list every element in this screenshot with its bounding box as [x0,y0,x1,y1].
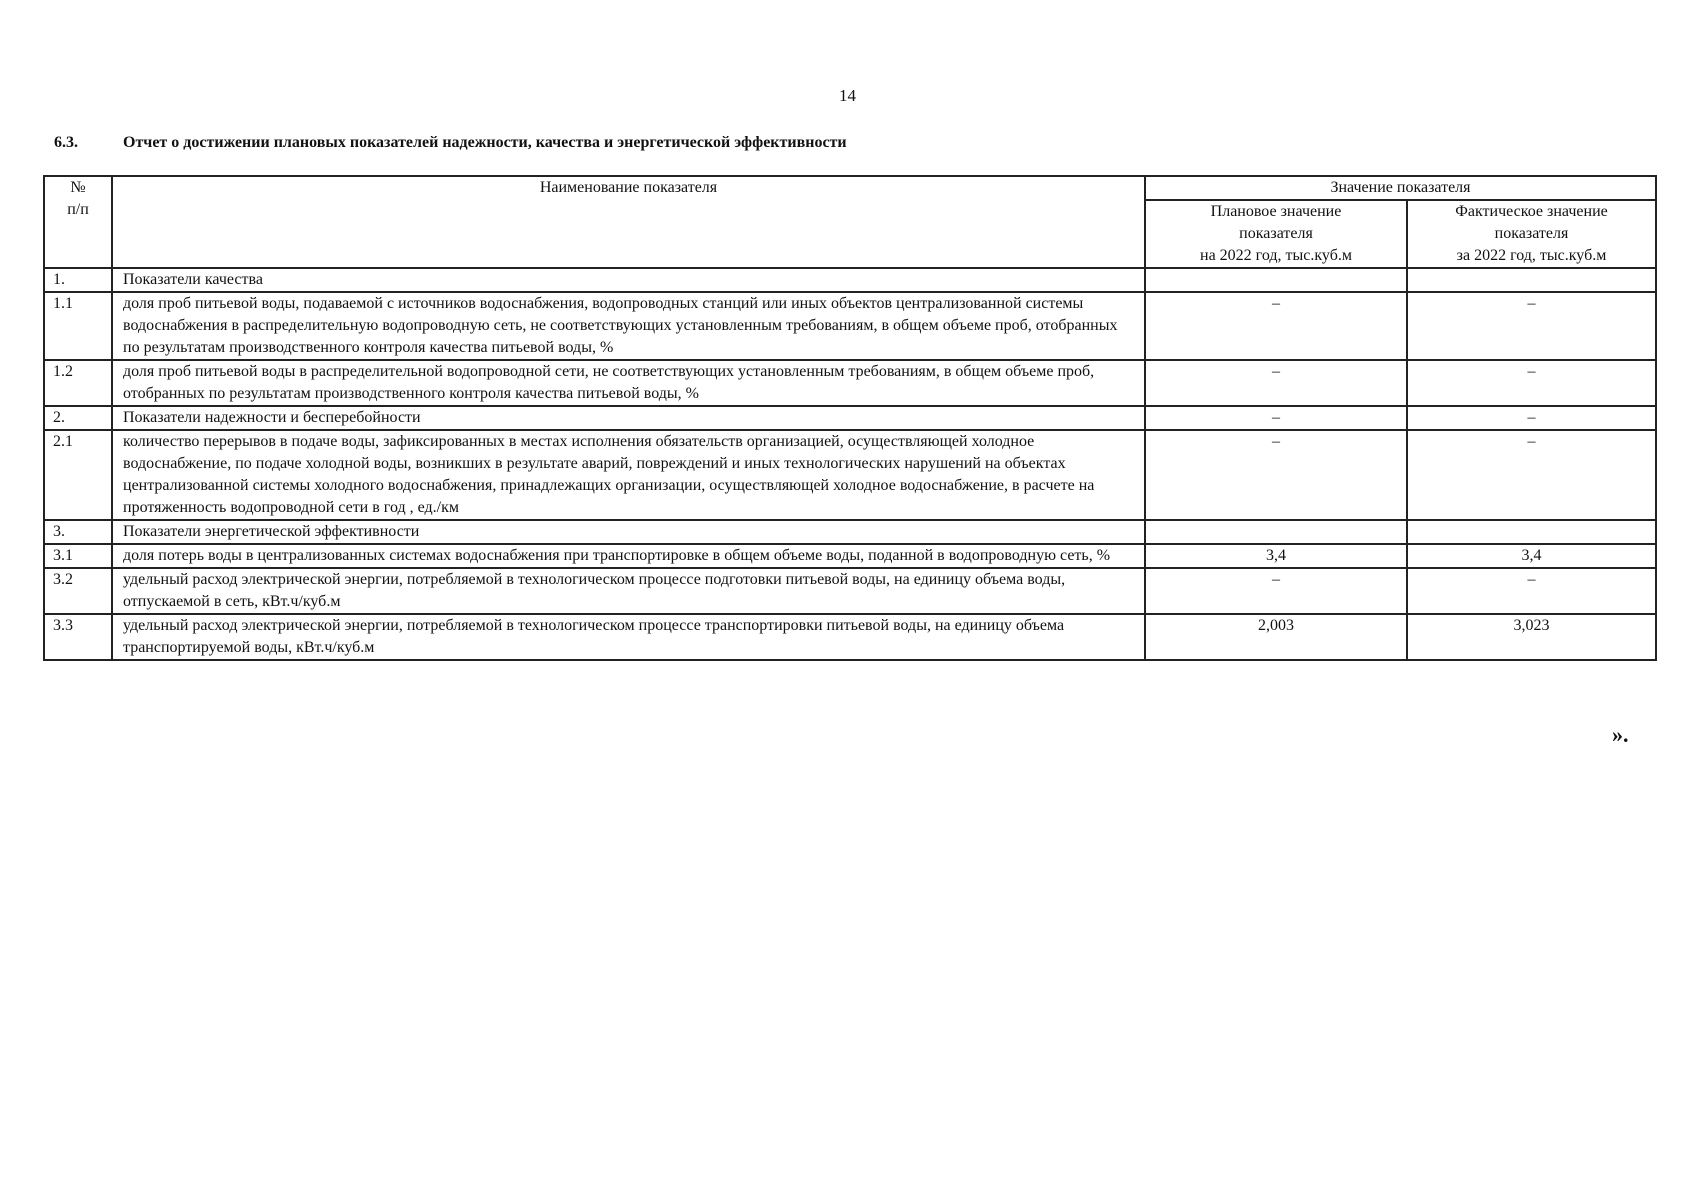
table-row [44,614,1656,660]
row-name: удельный расход электрической энергии, потребляемой в технологическом процессе подготовки питьевой воды, на единицу объема воды, отпускаемой в сеть, кВт.ч/куб.м [112,568,1145,614]
table-row [44,568,1656,614]
row-fact-value: – [1407,568,1656,614]
row-name: доля проб питьевой воды в распределительной водопроводной сети, не соответствующих установленным требованиям, в общем объеме проб, отобранных по результатам производственного контроля качества питьевой воды, % [112,360,1145,406]
row-number: 3.2 [44,568,112,614]
row-plan-value: – [1145,360,1407,406]
header-fact-line: за 2022 год, тыс.куб.м [1456,247,1607,264]
row-plan-value: – [1145,292,1407,360]
row-number: 1.1 [44,292,112,360]
row-plan-value: 2,003 [1145,614,1407,660]
row-number: 3.1 [44,544,112,568]
header-plan [1145,200,1407,268]
row-plan-value: – [1145,430,1407,520]
table-row [44,292,1656,360]
header-plan-line: на 2022 год, тыс.куб.м [1200,247,1352,264]
row-fact-value: – [1407,406,1656,430]
header-fact [1407,200,1656,268]
row-name: удельный расход электрической энергии, потребляемой в технологическом процессе транспортировки питьевой воды, на единицу объема транспортируемой воды, кВт.ч/куб.м [112,614,1145,660]
header-name: Наименование показателя [112,176,1145,268]
page-number: 14 [839,86,856,105]
header-fact-line: Фактическое значение [1455,203,1608,220]
row-number: 2. [44,406,112,430]
row-plan-value: – [1145,568,1407,614]
table-row [44,406,1656,430]
table-row [44,520,1656,544]
table-row [44,360,1656,406]
row-number: 1.2 [44,360,112,406]
header-plan-line: показателя [1239,225,1313,242]
table-row [44,268,1656,292]
table-row [44,544,1656,568]
row-number: 3.3 [44,614,112,660]
row-number: 2.1 [44,430,112,520]
row-plan-value: 3,4 [1145,544,1407,568]
header-number [44,176,112,268]
row-plan-value: – [1145,406,1407,430]
row-name: Показатели качества [112,268,1145,292]
header-plan-line: Плановое значение [1210,203,1342,220]
row-name: доля проб питьевой воды, подаваемой с источников водоснабжения, водопроводных станций или иных объектов централизованной системы водоснабжения в распределительную водопроводную сеть, не соответствующих установленным требованиям, в общем объеме проб, отобранных по результатам производственного контроля качества питьевой воды, % [112,292,1145,360]
row-name: доля потерь воды в централизованных системах водоснабжения при транспортировке в общем объеме воды, поданной в водопроводную сеть, % [112,544,1145,568]
section-number: 6.3. [54,134,78,151]
indicators-table [43,175,1657,661]
row-fact-value: – [1407,360,1656,406]
row-fact-value: – [1407,430,1656,520]
section-title: Отчет о достижении плановых показателей надежности, качества и энергетической эффективности [123,134,847,151]
row-plan-value [1145,268,1407,292]
row-number: 3. [44,520,112,544]
header-fact-line: показателя [1494,225,1569,242]
row-fact-value: – [1407,292,1656,360]
row-name: количество перерывов в подаче воды, зафиксированных в местах исполнения обязательств организацией, осуществляющей холодное водоснабжение, по подаче холодной воды, возникших в результате аварий, повреждений и иных технологических нарушений на объектах централизованной системы холодного водоснабжения, принадлежащих организации, осуществляющей холодное водоснабжение, в расчете на протяженность водопроводной сети в год , ед./км [112,430,1145,520]
table-row [44,430,1656,520]
header-value-group: Значение показателя [1145,176,1656,200]
row-name: Показатели энергетической эффективности [112,520,1145,544]
row-number: 1. [44,268,112,292]
row-fact-value [1407,268,1656,292]
row-fact-value [1407,520,1656,544]
closing-quote-mark: ». [1612,722,1629,747]
row-fact-value: 3,4 [1407,544,1656,568]
section-heading [54,134,847,152]
row-fact-value: 3,023 [1407,614,1656,660]
header-number-sub: п/п [67,201,89,218]
row-plan-value [1145,520,1407,544]
header-number-symbol: № [70,179,86,196]
row-name: Показатели надежности и бесперебойности [112,406,1145,430]
